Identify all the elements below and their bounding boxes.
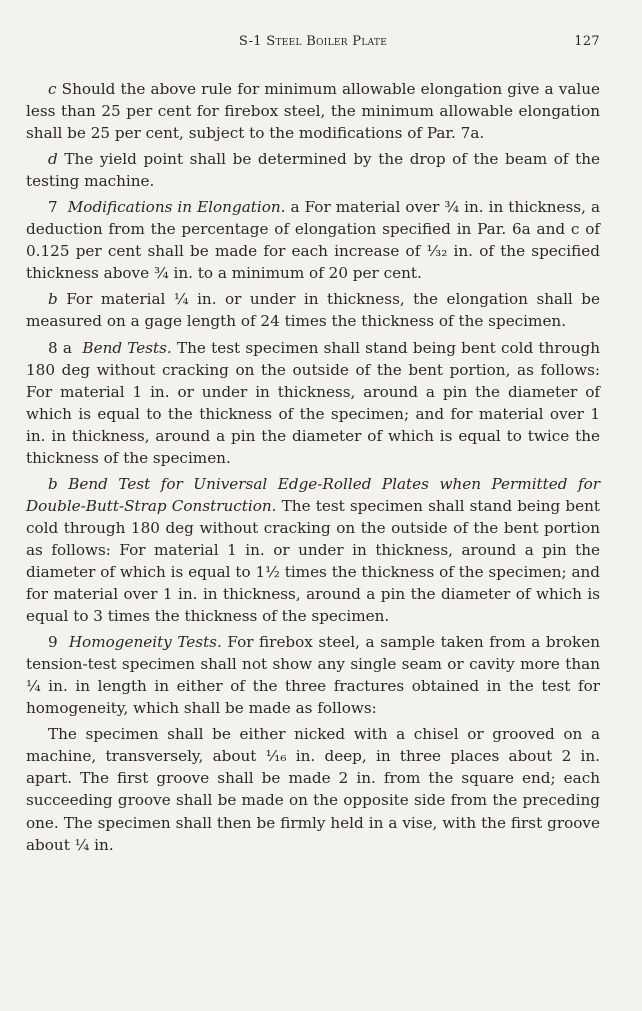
paragraph-8a [26,337,600,469]
header-title: S-1 Steel Boiler Plate [238,34,388,49]
section-number: 7 [48,198,58,217]
paragraph-text: For firebox steel, a sample taken from a broken tension-test specimen shall not show any single seam or cavity more than ¼ in. in length in either of the three fractures obtained in the test for homogeneity, which shall be made as follows: [26,633,600,718]
paragraph-lead: d [48,150,58,169]
section-heading: Bend Test for Universal Edge-Rolled Plates when Permitted for Double-Butt-Strap Construction. [26,474,601,515]
paragraph-7b [26,288,600,332]
paragraph-text: Should the above rule for minimum allowable elongation give a value less than 25 per cent for firebox steel, the minimum allowable elongation shall be 25 per cent, subject to the modifications of Par. 7a. [26,80,601,143]
paragraph-text: a For material over ¾ in. in thickness, a deduction from the percentage of elongation specified in Par. 6a and c of 0.125 per cent shall be made for each increase of ¹⁄₃₂ in. of the specified thickness above ¾ in. to a minimum of 20 per cent. [26,198,601,283]
paragraph-text: For material ¼ in. or under in thickness, the elongation shall be measured on a gage length of 24 times the thickness of the specimen. [26,290,600,331]
paragraph-text: The test specimen shall stand being bent cold through 180 deg without cracking on the outside of the bent portion as follows: For material 1 in. or under in thickness, around a pin the diameter of which is equal to 1½ times the thickness of the specimen; and for material over 1 in. in thickness, around a pin the diameter of which is equal to 3 times the thickness of the specimen. [26,496,601,626]
paragraph-lead: b [48,474,58,493]
paragraph-9-continued [26,723,600,855]
section-number: 9 [48,633,58,652]
section-number: 8 a [48,338,72,357]
paragraph-lead: c [48,80,57,98]
paragraph-text: The yield point shall be determined by the drop of the beam of the testing machine. [26,150,600,191]
paragraph-7a [26,196,600,284]
section-heading: Homogeneity Tests. [68,633,222,652]
paragraph-text: The test specimen shall stand being bent cold through 180 deg without cracking on the outside of the bent portion, as follows: For material 1 in. or under in thickness, around a pin the diameter of which is equal to the thickness of the specimen; and for material over 1 in. in thickness, around a pin the diameter of which is equal to twice the thickness of the specimen. [26,338,601,467]
paragraph-lead: b [48,290,58,309]
body-text [26,78,600,856]
paragraph-6d [26,148,600,192]
section-heading: Bend Tests. [82,338,172,357]
paragraph-9 [26,631,600,719]
paragraph-6c [26,78,600,144]
section-heading: Modifications in Elongation. [67,198,286,217]
paragraph-8b [26,473,600,627]
page-number: 127 [574,34,600,49]
paragraph-text: The specimen shall be either nicked with a chisel or grooved on a machine, transversely, about ¹⁄₁₆ in. deep, in three places about 2 in. apart. The first groove shall be made 2 in. from the square end; each succeeding groove shall be made on the opposite side from the preceding one. The specimen shall then be firmly held in a vise, with the first groove about ¼ in. [26,725,600,854]
